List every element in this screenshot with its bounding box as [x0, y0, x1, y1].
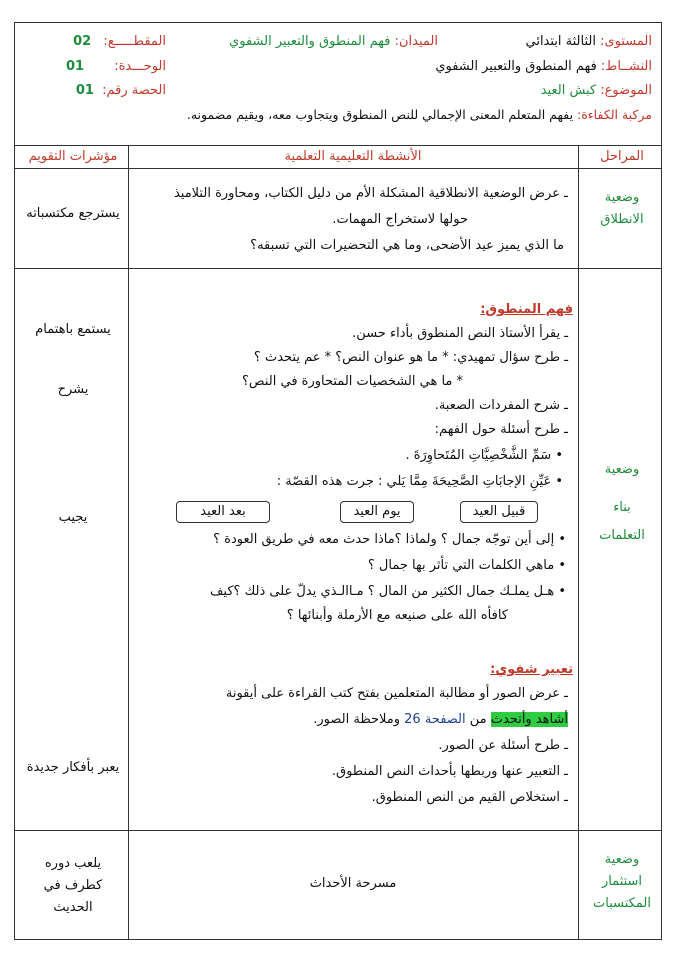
- invest-stage-line-2: استثمار: [601, 874, 643, 889]
- unit-field: الوحـــدة: 01: [66, 59, 166, 74]
- topic-field: الموضوع: كبش العيد: [540, 83, 652, 98]
- comp-line-4: ـ شرح المفردات الصعبة.: [434, 398, 568, 413]
- comp-line-1: ـ يقرأ الأستاذ النص المنطوق بأداء حسن.: [352, 326, 568, 341]
- build-row-divider: [14, 830, 662, 831]
- header-divider: [14, 145, 662, 146]
- stages-column-divider: [578, 145, 579, 940]
- launch-line-2: حولها لاستخراج المهمات.: [332, 212, 468, 227]
- launch-stage-line-1: وضعية: [604, 190, 640, 205]
- oral-line-5: ـ استخلاص القيم من النص المنطوق.: [371, 790, 568, 805]
- comp-line-11: كافأه الله على صنيعه مع الأرملة وأبنائها ؟: [286, 608, 508, 623]
- invest-stage-line-3: المكتسبات: [593, 896, 651, 911]
- session-field: الحصة رقم: 01: [75, 83, 166, 98]
- oral-line-4: ـ التعبير عنها وربطها بأحداث النص المنطوق.: [331, 764, 568, 779]
- invest-stage-line-1: وضعية: [604, 852, 640, 867]
- launch-line-1: ـ عرض الوضعية الانطلاقية المشكلة الأم من دليل الكتاب، ومحاورة التلاميذ: [173, 186, 568, 201]
- col-header-indicators: مؤشرات التقويم: [28, 149, 118, 164]
- table-header-divider: [14, 168, 662, 169]
- comprehension-title: فهم المنطوق:: [480, 302, 573, 317]
- oral-page-ref: الصفحة 26: [404, 712, 466, 727]
- invest-indicator-line-3: الحديث: [53, 900, 93, 915]
- competence-field: مركبة الكفاءة: يفهم المتعلم المعنى الإجمالي للنص المنطوق ويتجاوب معه، ويقيم مضمونه.: [186, 107, 652, 122]
- indicator-answer: يجيب: [58, 510, 88, 525]
- invest-indicator-line-2: كطرف في: [43, 878, 103, 893]
- invest-indicator-line-1: يلعب دوره: [44, 856, 102, 871]
- choice-before-eid: قبيل العيد: [460, 501, 538, 523]
- build-stage-line-1: وضعية: [604, 462, 640, 477]
- activity-field: النشــاط: فهم المنطوق والتعبير الشفوي: [435, 59, 652, 74]
- invest-activity: مسرحة الأحداث: [309, 876, 397, 891]
- build-stage-line-2: بناء: [613, 500, 631, 515]
- oral-highlight: أشاهد وأتحدث: [490, 712, 568, 727]
- level-field: المستوى: الثالثة ابتدائي: [525, 34, 652, 49]
- oral-line-1: ـ عرض الصور أو مطالبة المتعلمين بفتح كتب القراءة على أيقونة: [225, 686, 568, 701]
- choice-after-eid: بعد العيد: [176, 501, 270, 523]
- launch-stage-line-2: الانطلاق: [600, 212, 644, 227]
- comp-line-2: ـ طرح سؤال تمهيدي: * ما هو عنوان النص؟ * عم يتحدث ؟: [253, 350, 568, 365]
- comp-line-6: • سَمِّ الشَّخْصِيَّاتِ المُتَحاوِرَةَ .: [405, 448, 563, 463]
- launch-indicator: يسترجع مكتسباته: [26, 206, 120, 221]
- choice-eid-day: يوم العيد: [340, 501, 414, 523]
- oral-line-2: أشاهد وأتحدث من الصفحة 26 وملاحظة الصور.: [313, 712, 568, 727]
- oral-line-3: ـ طرح أسئلة عن الصور.: [438, 738, 568, 753]
- comp-line-8: • إلى أين توجّه جمال ؟ ولماذا ؟ماذا حدث معه في طريق العودة ؟: [213, 532, 566, 547]
- indicator-express: يعبر بأفكار جديدة: [26, 760, 120, 775]
- launch-row-divider: [14, 268, 662, 269]
- oral-title: تعبير شفوي:: [490, 662, 573, 677]
- comp-line-3: * ما هي الشخصيات المتحاورة في النص؟: [242, 374, 463, 389]
- comp-line-5: ـ طرح أسئلة حول الفهم:: [434, 422, 568, 437]
- indicator-listen: يستمع باهتمام: [35, 322, 111, 337]
- segment-field: المقطـــــع: 02: [73, 34, 166, 49]
- build-stage-line-3: التعلمات: [599, 528, 645, 543]
- col-header-stages: المراحل: [600, 149, 644, 164]
- indicators-column-divider: [128, 145, 129, 940]
- comp-line-10: • هـل يملـك جمال الكثير من المال ؟ مـاالـذي يدلّ على ذلك ؟كيف: [209, 584, 566, 599]
- comp-line-9: • ماهي الكلمات التي تأثر بها جمال ؟: [367, 558, 566, 573]
- field-field: الميدان: فهم المنطوق والتعبير الشفوي: [229, 34, 438, 49]
- indicator-explain: يشرح: [57, 382, 89, 397]
- comp-line-7: • عَيِّنِ الإجابَاتِ الصَّحِيحَةَ مِمَّا يَلي : جرت هذه القصّة :: [276, 474, 563, 489]
- col-header-activities: الأنشطة التعليمية التعلمية: [284, 149, 422, 164]
- launch-question: ما الذي يميز عيد الأضحى، وما هي التحضيرات التي تسبقه؟: [250, 238, 564, 253]
